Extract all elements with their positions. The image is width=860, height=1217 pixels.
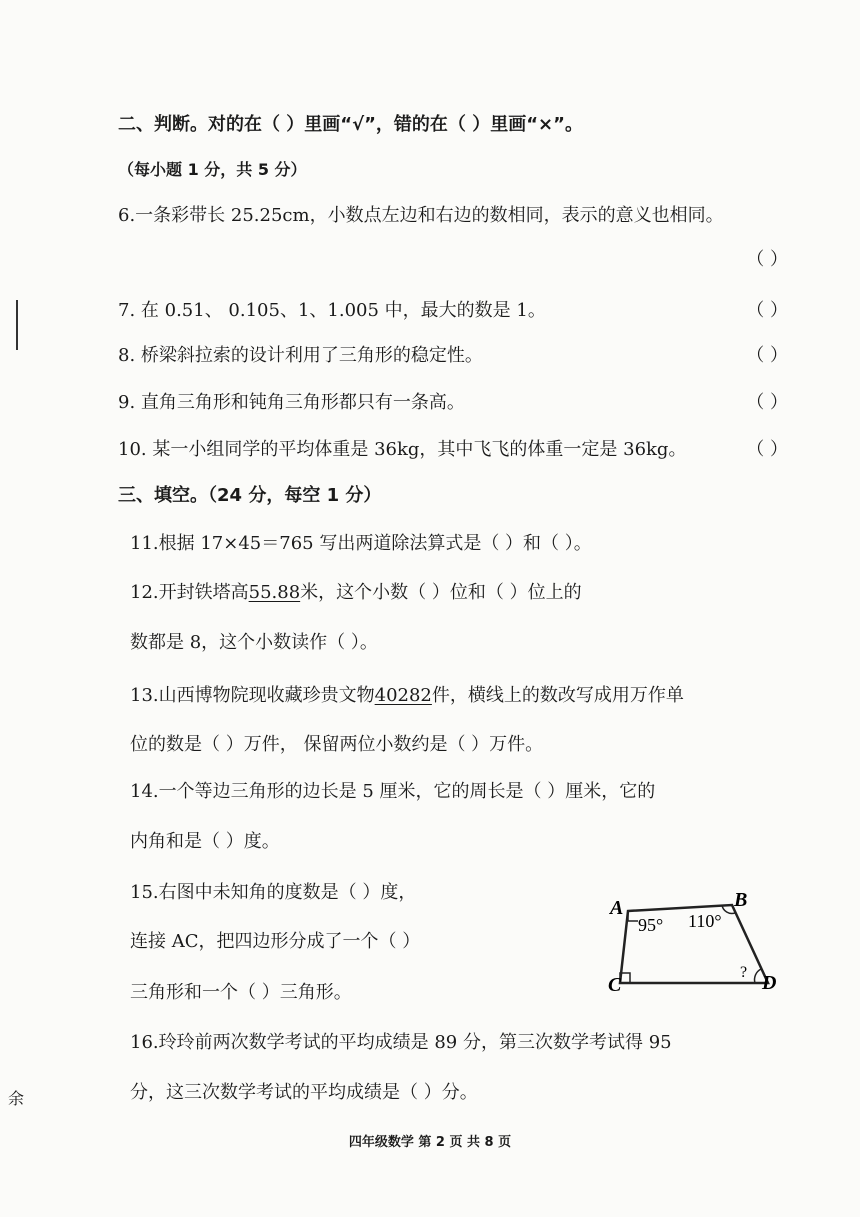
section-3-title: 三、填空。（24 分，每空 1 分） [118,485,382,506]
binding-margin-line [16,300,18,350]
question-14-line-1: 14.一个等边三角形的边长是 5 厘米，它的周长是（ ）厘米，它的 [130,781,656,802]
question-13-line-1 [130,683,860,709]
question-16-line-2: 分，这三次数学考试的平均成绩是（ ）分。 [130,1082,478,1103]
answer-box-10[interactable]: （ ） [746,439,788,460]
question-12-line-1 [130,580,860,606]
question-11: 11.根据 17×45＝765 写出两道除法算式是（ ）和（ ）。 [130,533,592,554]
answer-box-8[interactable]: （ ） [746,345,788,366]
angle-a-value: 95° [638,915,664,935]
angle-d-mark [755,969,761,983]
question-9: 9. 直角三角形和钝角三角形都只有一条高。 [118,392,465,413]
question-13-prefix: 13.山西博物院现收藏珍贵文物 [130,685,375,706]
question-15-line-1: 15.右图中未知角的度数是（ ）度， [130,882,417,903]
margin-character: 余 [8,1089,25,1108]
question-16-line-1: 16.玲玲前两次数学考试的平均成绩是 89 分，第三次数学考试得 95 [130,1032,672,1053]
answer-box-6[interactable]: （ ） [746,249,788,270]
question-13-line-2: 位的数是（ ）万件， 保留两位小数约是（ ）万件。 [130,734,544,755]
question-14-line-2: 内角和是（ ）度。 [130,831,280,852]
question-10: 10. 某一小组同学的平均体重是 36kg，其中飞飞的体重一定是 36kg。 [118,439,687,460]
question-13-suffix: 件，横线上的数改写成用万作单 [431,685,684,706]
angle-d-unknown: ? [740,964,748,981]
vertex-c-label: C [608,974,622,996]
question-6: 6.一条彩带长 25.25cm，小数点左边和右边的数相同，表示的意义也相同。 [118,205,724,226]
question-15-line-3: 三角形和一个（ ）三角形。 [130,982,352,1003]
angle-a-mark [628,911,638,921]
question-8: 8. 桥梁斜拉索的设计利用了三角形的稳定性。 [118,345,483,366]
question-15-line-2: 连接 AC，把四边形分成了一个（ ） [130,931,421,952]
page-footer: 四年级数学 第 2 页 共 8 页 [348,1135,512,1150]
vertex-d-label: D [762,972,777,994]
answer-box-7[interactable]: （ ） [746,300,788,321]
vertex-a-label: A [610,897,624,919]
section-2-title: 二、判断。对的在（ ）里画“√”，错的在（ ）里画“×”。 [118,114,583,135]
section-2-score: （每小题 1 分，共 5 分） [118,160,307,179]
question-12-line-2: 数都是 8，这个小数读作（ ）。 [130,632,378,653]
answer-box-9[interactable]: （ ） [746,392,788,413]
question-13-number: 40282 [374,685,432,706]
vertex-b-label: B [734,889,748,911]
question-7: 7. 在 0.51、 0.105、1、1.005 中，最大的数是 1。 [118,300,546,321]
question-12-prefix: 12.开封铁塔高 [130,582,249,603]
question-12-suffix: 米，这个小数（ ）位和（ ）位上的 [300,582,582,603]
angle-b-value: 110° [688,911,722,931]
question-12-number: 55.88 [248,582,301,603]
quadrilateral-figure [600,885,790,1000]
